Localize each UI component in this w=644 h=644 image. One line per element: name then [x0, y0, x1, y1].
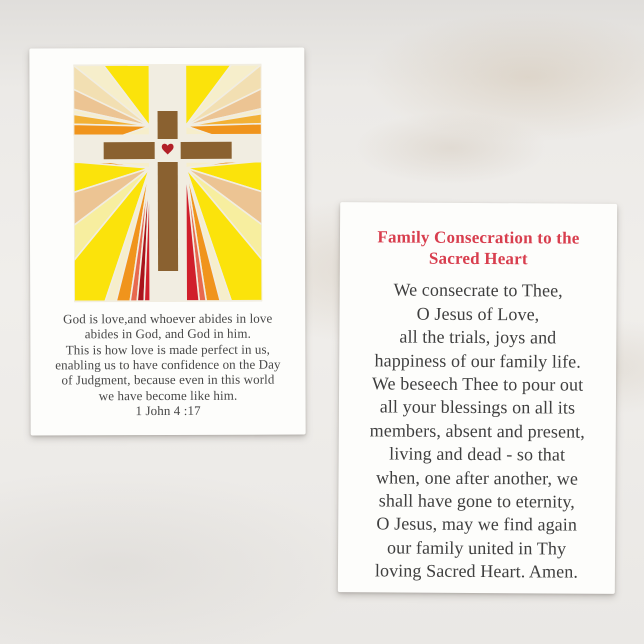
prayer-title [340, 227, 617, 270]
prayer-line: living and dead - so that [389, 443, 566, 465]
verse-line: God is love,and whoever abides in love [63, 310, 273, 327]
cross-right-arm [180, 142, 231, 159]
glass-panel-bottom-right [185, 162, 261, 301]
prayer-title-line: Family Consecration to the [377, 227, 580, 248]
prayer-card-back [338, 202, 617, 594]
prayer-line: when, one after another, we [376, 466, 579, 489]
prayer-line: O Jesus of Love, [416, 303, 540, 325]
prayer-line: all your blessings on all its [379, 396, 576, 419]
prayer-line: shall have gone to eternity, [378, 490, 575, 512]
prayer-card-front [29, 48, 305, 436]
prayer-line: We consecrate to Thee, [393, 279, 563, 301]
prayer-title-line: Sacred Heart [428, 248, 528, 269]
cross-left-arm [103, 142, 154, 159]
prayer-line: loving Sacred Heart. Amen. [374, 560, 579, 582]
bible-verse-text [30, 311, 305, 419]
verse-line: of Judgment, because even in this world [61, 371, 275, 388]
prayer-line: We beseech Thee to pour out [371, 373, 584, 395]
verse-line: abides in God, and God in him. [84, 326, 251, 342]
stained-glass-cross-illustration [73, 64, 262, 303]
glass-panel-top-right [185, 65, 261, 135]
verse-line: This is how love is made perfect in us, [65, 341, 271, 358]
prayer-text [338, 279, 617, 585]
prayer-line: all the trials, joys and [399, 326, 557, 348]
verse-line: we have become like him. [98, 387, 238, 403]
prayer-line: O Jesus, may we find again [376, 513, 578, 535]
prayer-line: happiness of our family life. [374, 350, 581, 372]
prayer-line: members, absent and present, [369, 420, 585, 442]
cross-top-segment [157, 111, 177, 139]
prayer-line: our family united in Thy [386, 537, 567, 559]
verse-line: enabling us to have confidence on the Day [55, 356, 281, 373]
glass-panel-top-left [73, 65, 149, 135]
glass-panel-bottom-left [73, 162, 149, 301]
cross-bottom-segment [157, 162, 177, 271]
verse-reference: 1 John 4 :17 [135, 402, 201, 419]
